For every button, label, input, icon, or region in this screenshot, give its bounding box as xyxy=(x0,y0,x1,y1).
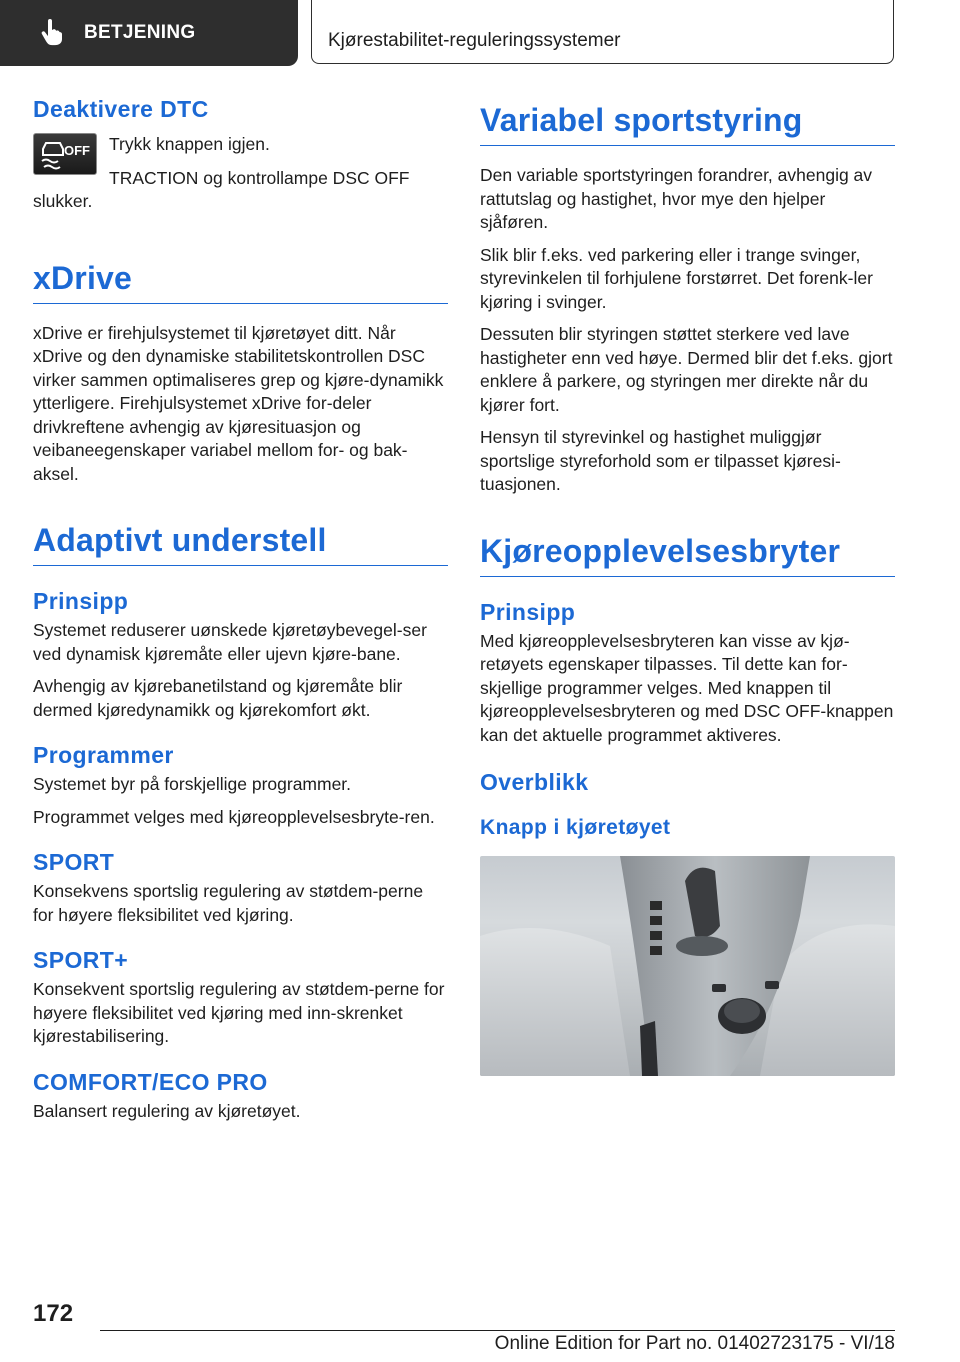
right-column xyxy=(480,96,895,1076)
page-header xyxy=(0,0,960,66)
principle-paragraph-1: Systemet reduserer uønskede kjøretøybevegel-ser ved dynamisk kjøremåte eller ujevn kjøre-bane. xyxy=(33,620,427,664)
sport-plus-body: Konsekvent sportslig regulering av støtdem-perne for høyere fleksibilitet ved kjøring med inn-skrenket kjørestabilisering. xyxy=(33,979,445,1046)
footer-divider xyxy=(100,1330,895,1331)
hand-pointer-icon xyxy=(40,19,64,47)
dsc-off-button-icon xyxy=(33,133,97,175)
chapter-tab[interactable] xyxy=(0,0,298,66)
deactivate-dtc-heading: Deaktivere DTC xyxy=(33,96,209,122)
left-column xyxy=(33,96,448,1123)
variable-paragraph-1: Den variable sportstyringen forandrer, avhengig av rattutslag og hastighet, hvor mye den hjelper sjåføren. xyxy=(480,165,873,232)
programs-paragraph-1: Systemet byr på forskjellige programmer. xyxy=(33,774,352,794)
variable-paragraph-2: Slik blir f.eks. ved parkering eller i trange svinger, styrevinkelen til forhjulene forstørret. Det forenk-ler kjøring i svinger. xyxy=(480,244,873,312)
off-label: OFF xyxy=(64,143,90,158)
comfort-eco-pro-body: Balansert regulering av kjøretøyet. xyxy=(33,1100,301,1121)
xdrive-body: xDrive er firehjulsystemet til kjøretøyet ditt. Når xDrive og den dynamiske stabilitetskontrollen DSC virker sammen optimaliseres grep og kjøre-dynamikk ytterligere. Firehjulsystemet xDrive for-deler drivkreftene avhengig av kjøresituasjon og veibaneegenskaper variabel mellom for- og bak-aksel. xyxy=(33,322,444,484)
principle-paragraph-2: Avhengig av kjørebanetilstand og kjøremåte blir dermed kjøredynamikk og kjørekomfort økt. xyxy=(33,676,403,720)
variable-paragraph-4: Hensyn til styrevinkel og hastighet muliggjør sportslige styreforhold som er tilpasset kjøresi-tuasjonen. xyxy=(480,427,841,494)
sport-heading: SPORT xyxy=(33,849,115,875)
edition-info: Online Edition for Part no. 01402723175 - VI/18 xyxy=(494,1333,895,1354)
center-console-illustration xyxy=(480,856,895,1076)
center-console-photo xyxy=(480,856,895,1076)
page-number: 172 xyxy=(33,1300,74,1327)
variable-sport-steering-heading: Variabel sportstyring xyxy=(480,102,895,146)
xdrive-heading: xDrive xyxy=(33,260,448,304)
programs-heading: Programmer xyxy=(33,742,174,768)
switch-principle-heading: Prinsipp xyxy=(480,598,576,625)
adaptive-suspension-heading: Adaptivt understell xyxy=(33,522,448,566)
dtc-line-1: Trykk knappen igjen. xyxy=(109,134,270,154)
switch-principle-body: Med kjøreopplevelsesbryteren kan visse av kjø-retøyets egenskaper tilpasses. Til dette kan for-skjellige programmer velges. Med knappen til kjøreopplevelsesbryteren og med DSC OFF-knappen kan det aktuelle programmet aktiveres. xyxy=(480,630,894,745)
dtc-instruction xyxy=(33,133,448,190)
overview-heading: Overblikk xyxy=(480,769,589,795)
dtc-line-3: slukker. xyxy=(33,191,93,211)
programs-paragraph-2: Programmet velges med kjøreopplevelsesbryte-ren. xyxy=(33,806,435,827)
button-in-vehicle-heading: Knapp i kjøretøyet xyxy=(480,816,671,839)
comfort-eco-pro-heading: COMFORT/ECO PRO xyxy=(33,1068,268,1095)
sport-plus-heading: SPORT+ xyxy=(33,947,129,973)
principle-heading: Prinsipp xyxy=(33,588,129,614)
sport-body: Konsekvens sportslig regulering av støtdem-perne for høyere fleksibilitet ved kjøring. xyxy=(33,881,424,925)
chapter-label: BETJENING xyxy=(84,22,196,43)
section-tab[interactable] xyxy=(311,0,894,64)
section-label: Kjørestabilitet-reguleringssystemer xyxy=(328,30,621,51)
driving-experience-switch-heading: Kjøreopplevelsesbryter xyxy=(480,533,895,577)
dtc-line-2: TRACTION og kontrollampe DSC OFF xyxy=(109,167,410,188)
variable-paragraph-3: Dessuten blir styringen støttet sterkere ved lave hastigheter enn ved høye. Dermed blir det f.eks. gjort enklere å parkere, og styringen mer direkte når du kjører fort. xyxy=(480,324,893,415)
